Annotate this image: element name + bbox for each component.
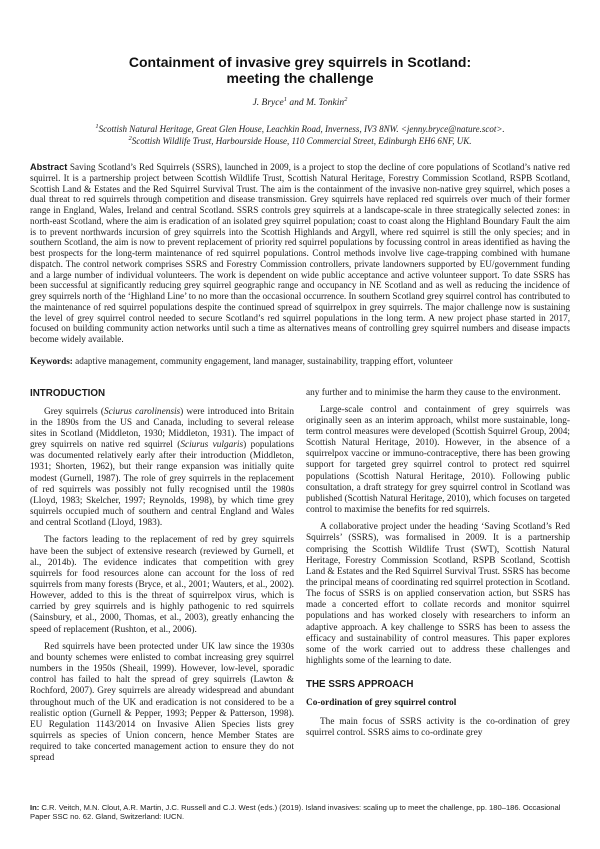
abstract-label: Abstract: [30, 162, 68, 172]
abstract-section: [30, 162, 570, 345]
footer-citation-text: C.R. Veitch, M.N. Clout, A.R. Martin, J.C. Russell and C.J. West (eds.) (2019). Island invasives: scaling up to meet the challenge, pp. 180–186. Occasional Paper SSC no. 62. Gland, Switzerland: IUCN.: [30, 803, 561, 822]
footer-citation: [30, 803, 570, 822]
affiliation-2: $^2$Scottish Wildlife Trust, Harbourside House, 110 Commercial Street, Edinburgh EH6 6NF, UK.: [128, 135, 472, 146]
paper-title-line1: Containment of invasive grey squirrels in Scotland:: [128, 54, 472, 70]
column-left: [30, 388, 294, 771]
paper-title: [30, 54, 570, 86]
right-paragraph-2: A collaborative project under the heading ‘Saving Scotland’s Red Squirrels’ (SSRS), was formalised in 2009. It is a partnership comprising the Scottish Wildlife Trust (SWT), Scottish Natural Heritage, Forestry Commission Scotland, RSPB Scotland, Scottish Land & Estates and the Red Squirrel Survival Trust. SSRS has become the principal means of coordinating red squirrel protection in Scotland. The focus of SSRS is on applied conservation action, but SSRS has made a concerted effort to collate records and monitor squirrel populations and has worked closely with researchers to inform an adaptive approach. A key challenge to SSRS has been to assess the efficacy and sustainability of control measures. This paper explores some of the work carried out to address these challenges and highlights some of the learning to date.: [306, 522, 570, 667]
two-column-body: [30, 388, 570, 771]
affiliations-block: [30, 123, 570, 147]
ssrs-paragraph: The main focus of SSRS activity is the co-ordination of grey squirrel control. SSRS aims to co-ordinate grey: [306, 716, 570, 738]
intro-paragraph-2: The factors leading to the replacement of red by grey squirrels have been the subject of extensive research (reviewed by Gurnell, et al., 2014b). The evidence indicates that competition with grey squirrels for food resources alone can account for the loss of red squirrels from many forests (Bryce, et al., 2001; Wauters, et al., 2002). However, added to this is the threat of squirrelpox virus, which is carried by grey squirrels and is highly pathogenic to red squirrels (Sainsbury, et al., 2000, Thomas, et al., 2003), greatly enhancing the speed of replacement (Rushton, et al., 2006).: [30, 535, 294, 635]
column-right: [306, 388, 570, 771]
intro-paragraph-1: Grey squirrels (Sciurus carolinensis) were introduced into Britain in the 1890s from the US and Canada, including to several release sites in Scotland (Middleton, 1930; Middleton, 1931). The impact of grey squirrels on native red squirrel (Sciurus vulgaris) populations was documented relatively early after their introduction (Middleton, 1931; Shorten, 1962), but their range expansion was initially quite modest (Gurnell, 1987). The role of grey squirrels in the replacement of red squirrels was possibly not fully recognised until the 1980s (Lloyd, 1983; Skelcher, 1997; Reynolds, 1998), by which time grey squirrels occupied much of southern and central England and Wales and central Scotland (Lloyd, 1983).: [30, 406, 294, 529]
section-heading-introduction: INTRODUCTION: [30, 387, 106, 399]
affiliation-1: $^1$Scottish Natural Heritage, Great Glen House, Leachkin Road, Inverness, IV3 8NW. <jenny.bryce@nature.scot>.: [95, 123, 505, 134]
keywords-section: [30, 356, 570, 367]
intro-paragraph-3: Red squirrels have been protected under UK law since the 1930s and bounty schemes were enlisted to combat increasing grey squirrel numbers in the 1950s (Sheail, 1999). However, low-level, sporadic control has failed to halt the spread of grey squirrels (Lawton & Rochford, 2007). Grey squirrels are already widespread and abundant throughout much of the UK and eradication is not considered to be a realistic option (Gurnell & Pepper, 1993; Pepper & Patterson, 1998). EU Regulation 1143/2014 on Invasive Alien Species lists grey squirrels as species of Union concern, hence Member States are required to take concerted management action to ensure they do not spread: [30, 641, 294, 764]
authors-line: J. Bryce$^1$ and M. Tonkin$^2$: [252, 95, 348, 108]
footer-citation-lead: In:: [30, 803, 40, 812]
continuation-paragraph: any further and to minimise the harm they cause to the environment.: [306, 387, 561, 398]
keywords-label: Keywords:: [30, 355, 73, 366]
abstract-text: Saving Scotland’s Red Squirrels (SSRS), launched in 2009, is a project to stop the decline of core populations of Scotland’s native red squirrel. It is a partnership project between Scottish Wildlife Trust, Scottish Natural Heritage, Forestry Commission Scotland, RSPB Scotland, Scottish Land & Estates and the Red Squirrel Survival Trust. The aim is the containment of the invasive non-native grey squirrel, which poses a dual threat to red squirrels through competition and disease transmission. Grey squirrels have replaced red squirrels over much of their former range in England, Wales, Ireland and central Scotland. SSRS controls grey squirrels at a landscape-scale in three strategically selected zones: in north-east Scotland, where the aim is eradication of an isolated grey squirrel population; coast to coast along the Highland Boundary Fault the aim is to prevent northwards incursion of grey squirrels into the Scottish Highlands and Argyll, where red squirrel is still the only species; and in southern Scotland, the aim is now to prevent replacement of priority red squirrel populations by focussing control in areas identified as having the best prospects for the long-term maintenance of red squirrel populations. Control methods involve live cage-trapping combined with humane dispatch. The control network comprises SSRS and Forestry Commission controllers, private landowners supported by EU/government funding and a large number of individual volunteers. The work is dependent on wide public acceptance and active volunteer support. To date SSRS has been successful at significantly reducing grey squirrel geographic range and occupancy in NE Scotland and as well as reducing the incidence of grey squirrels north of the ‘Highland Line’ to no more than the occasional occurrence. In southern Scotland grey squirrel control has contributed to the maintenance of red squirrel populations despite the continued spread of squirrelpox in grey squirrels. The major challenge now is sustaining the level of grey squirrel control needed to secure Scotland’s red squirrel populations in the long term. A new project phase started in 2017, focused on building community action networks until such a time as alternatives means of controlling grey squirrel numbers and disease impacts become widely available.: [30, 162, 570, 344]
keywords-text: adaptive management, community engagement, land manager, sustainability, trapping effort, volunteer: [72, 355, 453, 366]
page-content: [0, 54, 600, 771]
subsection-heading-coordination: Co-ordination of grey squirrel control: [306, 698, 457, 709]
section-heading-ssrs-approach: THE SSRS APPROACH: [306, 679, 414, 691]
paper-title-line2: meeting the challenge: [226, 70, 374, 86]
right-paragraph-1: Large-scale control and containment of grey squirrels was originally seen as an interim approach, whilst more sustainable, long-term control measures were developed (Scottish Squirrel Group, 2004; Scottish Natural Heritage, 2010). However, in the absence of a squirrelpox vaccine or immuno-contraceptive, there has been growing support for targeted grey squirrel control to protect red squirrel populations (Scottish Natural Heritage, 2010). Following public consultation, a draft strategy for grey squirrel control in Scotland was published (Scottish Natural Heritage, 2010), which focuses on targeted control to maximise the benefits for red squirrels.: [306, 404, 570, 516]
